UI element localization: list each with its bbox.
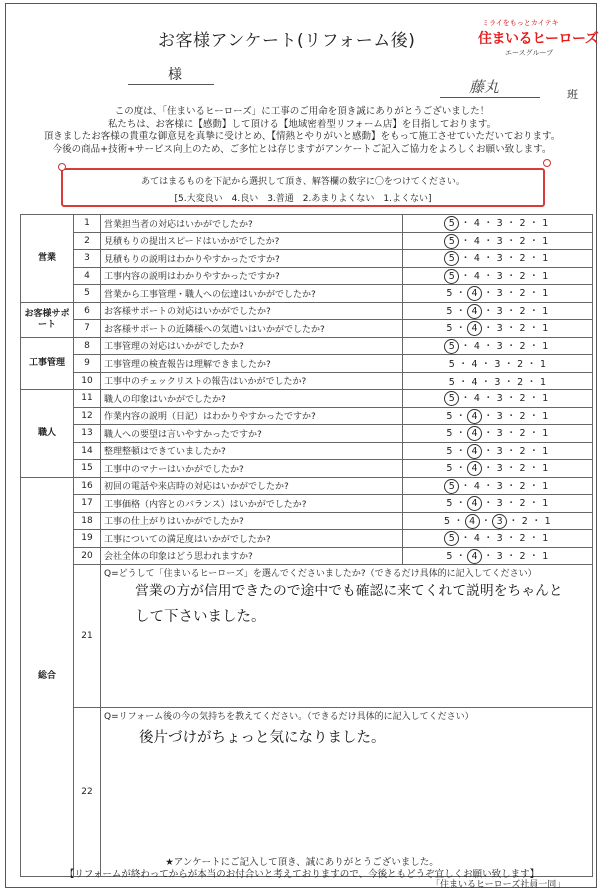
score-options [403, 215, 593, 233]
question-number: 17 [74, 495, 101, 513]
score-options [403, 530, 593, 548]
team-name-line [440, 97, 540, 98]
question-row [21, 530, 593, 548]
score-separator: ・ [452, 498, 470, 510]
score-separator: ・ [503, 428, 520, 440]
score-option[interactable]: 4 [471, 376, 478, 388]
score-separator: ・ [523, 359, 540, 371]
score-option[interactable]: 5 [448, 359, 456, 371]
score-option[interactable]: 2 [519, 235, 526, 247]
score-options [403, 232, 593, 250]
score-option[interactable]: 3 [496, 480, 503, 492]
score-option[interactable]: 1 [542, 235, 549, 247]
score-separator: ・ [503, 305, 520, 317]
score-option[interactable]: 1 [542, 550, 549, 562]
score-separator: ・ [503, 533, 520, 545]
score-separator: ・ [503, 235, 520, 247]
category-craftsmen: 職人 [21, 390, 74, 478]
open-question-row [21, 565, 593, 708]
circled-score[interactable]: 5 [444, 339, 459, 354]
score-separator: ・ [503, 498, 520, 510]
score-separator: ・ [525, 550, 543, 562]
question-text: 会社全体の印象はどう思われますか? [101, 547, 403, 565]
score-option[interactable]: 4 [471, 359, 478, 371]
score-option[interactable]: 2 [519, 305, 526, 317]
score-separator: ・ [455, 359, 472, 371]
score-separator: ・ [503, 393, 520, 405]
category-construction_mgmt: 工事管理 [21, 337, 74, 390]
score-separator: ・ [457, 480, 474, 492]
handwritten-answer: 営業の方が信用できたので途中でも確認に来てくれて説明をちゃんと [135, 583, 563, 599]
score-option[interactable]: 4 [473, 340, 481, 352]
open-question-row [21, 708, 593, 877]
question-row [21, 320, 593, 338]
score-option[interactable]: 2 [519, 428, 526, 440]
question-text: 工事管理の検査報告は理解できましたか? [101, 355, 403, 373]
score-option[interactable]: 4 [473, 218, 481, 230]
instruction-line: あてはまるものを下記から選択して頂き、解答欄の数字に〇をつけてください。 [141, 177, 465, 187]
score-option[interactable]: 2 [519, 533, 526, 545]
circled-score[interactable]: 4 [467, 426, 482, 441]
question-number: 9 [74, 355, 101, 373]
score-separator: ・ [480, 445, 497, 457]
score-option[interactable]: 2 [519, 253, 526, 265]
rating-legend: [5.大変良い 4.良い 3.普通 2.あまりよくない 1.よくない] [174, 194, 432, 204]
question-number: 5 [74, 285, 101, 303]
score-option[interactable]: 3 [496, 288, 503, 300]
score-separator: ・ [480, 235, 497, 247]
score-option[interactable]: 4 [473, 480, 481, 492]
score-separator: ・ [452, 445, 470, 457]
score-options [403, 425, 593, 443]
score-separator: ・ [480, 393, 497, 405]
score-separator: ・ [525, 428, 543, 440]
footer-sign: 「住まいるヒーローズ社員一同」 [431, 880, 566, 890]
circled-score[interactable]: 4 [467, 409, 482, 424]
question-number: 12 [74, 407, 101, 425]
question-text: 職人への要望は言いやすかったですか? [101, 425, 403, 443]
score-option[interactable]: 3 [496, 323, 503, 335]
question-number: 18 [74, 512, 101, 530]
score-option[interactable]: 3 [494, 376, 501, 388]
category-overall: 総合 [21, 477, 74, 877]
score-separator: ・ [480, 428, 497, 440]
circled-score[interactable]: 4 [467, 549, 482, 564]
score-separator: ・ [480, 323, 497, 335]
circled-score[interactable]: 4 [467, 461, 482, 476]
score-option[interactable]: 5 [444, 515, 451, 527]
score-option[interactable]: 2 [519, 498, 526, 510]
score-separator: ・ [457, 218, 474, 230]
instruction-box [61, 168, 545, 207]
question-text: 初回の電話や来店時の対応はいかがでしたか? [101, 477, 403, 495]
score-option[interactable]: 3 [496, 270, 503, 282]
intro-line: 頂きましたお客様の貴重な御意見を真摯に受けとめ、【情熱とやりがいと感動】をもって施工させていただいております。 [43, 131, 561, 143]
score-separator: ・ [477, 376, 495, 388]
score-option[interactable]: 1 [542, 533, 549, 545]
score-separator: ・ [480, 270, 497, 282]
score-separator: ・ [503, 323, 520, 335]
question-row [21, 390, 593, 408]
score-option[interactable]: 2 [519, 480, 526, 492]
score-option[interactable]: 1 [539, 376, 547, 388]
score-options [403, 390, 593, 408]
question-text: お客様サポートの対応はいかがでしたか? [101, 302, 403, 320]
question-text: 職人の印象はいかがでしたか? [101, 390, 403, 408]
question-row [21, 425, 593, 443]
score-option[interactable]: 2 [519, 270, 526, 282]
score-separator: ・ [480, 550, 497, 562]
score-option[interactable]: 1 [544, 515, 551, 527]
score-separator: ・ [503, 218, 520, 230]
question-row [21, 407, 593, 425]
question-number: 1 [74, 215, 101, 233]
score-option[interactable]: 2 [519, 410, 526, 422]
han-label: 班 [567, 88, 578, 101]
score-option[interactable]: 3 [494, 359, 501, 371]
score-option[interactable]: 5 [446, 323, 453, 335]
score-separator: ・ [523, 376, 540, 388]
survey-title: お客様アンケート(リフォーム後) [158, 31, 416, 51]
score-separator: ・ [477, 515, 495, 527]
question-row [21, 512, 593, 530]
question-row [21, 372, 593, 390]
question-number: 3 [74, 250, 101, 268]
score-option[interactable]: 3 [496, 533, 503, 545]
score-option[interactable]: 2 [521, 515, 529, 527]
question-text: お客様サポートの近隣様への気遣いはいかがでしたか? [101, 320, 403, 338]
score-option[interactable]: 1 [542, 270, 549, 282]
question-row [21, 215, 593, 233]
score-separator: ・ [525, 463, 543, 475]
question-text: 工事管理の対応はいかがでしたか? [101, 337, 403, 355]
question-row [21, 495, 593, 513]
score-option[interactable]: 3 [496, 218, 503, 230]
score-separator: ・ [525, 218, 543, 230]
score-options [403, 477, 593, 495]
score-options [403, 547, 593, 565]
score-option[interactable]: 4 [473, 253, 481, 265]
score-option[interactable]: 4 [473, 393, 481, 405]
circled-score[interactable]: 4 [467, 444, 482, 459]
score-separator: ・ [480, 288, 497, 300]
circled-score[interactable]: 4 [467, 286, 482, 301]
circled-score[interactable]: 5 [444, 269, 459, 284]
circled-score[interactable]: 4 [467, 321, 482, 336]
q21-answer-area[interactable] [101, 565, 593, 708]
score-option[interactable]: 1 [542, 498, 549, 510]
question-number: 10 [74, 372, 101, 390]
score-separator: ・ [505, 515, 522, 527]
score-separator: ・ [503, 270, 520, 282]
score-separator: ・ [457, 533, 474, 545]
score-separator: ・ [503, 480, 520, 492]
score-option[interactable]: 2 [517, 359, 524, 371]
question-number: 6 [74, 302, 101, 320]
circled-score[interactable]: 5 [444, 251, 459, 266]
intro-text [0, 106, 604, 156]
score-option[interactable]: 5 [446, 410, 453, 422]
score-option[interactable]: 5 [446, 498, 453, 510]
score-separator: ・ [452, 410, 470, 422]
question-row [21, 442, 593, 460]
score-separator: ・ [525, 288, 543, 300]
score-option[interactable]: 3 [496, 253, 503, 265]
question-number: 7 [74, 320, 101, 338]
score-options [403, 267, 593, 285]
question-row [21, 285, 593, 303]
score-separator: ・ [452, 428, 470, 440]
logo-tagline: ミライをもっとカイテキ [482, 19, 559, 27]
question-text: 工事についての満足度はいかがでしたか? [101, 530, 403, 548]
score-separator: ・ [503, 410, 520, 422]
score-options [403, 372, 593, 390]
question-text: 工事中のチェックリストの報告はいかがでしたか? [101, 372, 403, 390]
score-option[interactable]: 1 [542, 305, 549, 317]
score-option[interactable]: 2 [519, 323, 526, 335]
score-options [403, 250, 593, 268]
score-option[interactable]: 2 [519, 218, 526, 230]
score-option[interactable]: 3 [496, 498, 503, 510]
score-option[interactable]: 5 [446, 305, 453, 317]
question-text: 営業から工事管理・職人への伝達はいかがでしたか? [101, 285, 403, 303]
score-option[interactable]: 3 [496, 550, 503, 562]
question-row [21, 547, 593, 565]
score-separator: ・ [480, 305, 497, 317]
score-option[interactable]: 1 [542, 393, 549, 405]
circled-score[interactable]: 4 [467, 496, 482, 511]
score-options [403, 302, 593, 320]
score-option[interactable]: 3 [496, 235, 503, 247]
question-number: 14 [74, 442, 101, 460]
score-separator: ・ [503, 445, 520, 457]
score-separator: ・ [457, 393, 474, 405]
handwritten-signature: 藤丸 [469, 78, 500, 96]
score-separator: ・ [525, 445, 543, 457]
question-text: 見積もりの説明はわかりやすかったですか? [101, 250, 403, 268]
score-separator: ・ [503, 340, 520, 352]
score-options [403, 285, 593, 303]
question-number: 11 [74, 390, 101, 408]
handwritten-answer: 後片づけがちょっと気になりました。 [139, 730, 386, 746]
score-option[interactable]: 1 [542, 480, 549, 492]
survey-table [20, 214, 593, 877]
question-text: 作業内容の説明（日記）はわかりやすかったですか? [101, 407, 403, 425]
score-separator: ・ [477, 359, 495, 371]
score-option[interactable]: 1 [542, 428, 549, 440]
logo-group: エースグループ [505, 49, 554, 57]
question-row [21, 267, 593, 285]
intro-line: 私たちは、お客様に【感動】して頂ける【地域密着型リフォーム店】を目指しております。 [107, 118, 497, 130]
question-number: 22 [74, 708, 101, 877]
score-separator: ・ [480, 410, 497, 422]
intro-line: 今後の商品+技術+サービス向上のため、ご多忙とは存じますがアンケートご記入ご協力をよろしくお願い致します。 [52, 143, 552, 155]
score-separator: ・ [457, 235, 474, 247]
score-option[interactable]: 1 [542, 218, 549, 230]
circled-score[interactable]: 5 [444, 216, 459, 231]
score-option[interactable]: 1 [542, 340, 549, 352]
circled-score[interactable]: 4 [465, 514, 480, 529]
customer-name-line [128, 84, 214, 85]
score-option[interactable]: 1 [542, 410, 549, 422]
question-number: 15 [74, 460, 101, 478]
score-separator: ・ [480, 463, 497, 475]
score-option[interactable]: 3 [496, 305, 503, 317]
intro-line: この度は、「住まいるヒーローズ」に工事のご用命を頂き誠にありがとうございました！ [114, 106, 490, 117]
score-options [403, 512, 593, 530]
score-option[interactable]: 3 [496, 340, 503, 352]
question-number: 20 [74, 547, 101, 565]
question-text: 工事内容の説明はわかりやすかったですか? [101, 267, 403, 285]
score-separator: ・ [500, 376, 518, 388]
score-separator: ・ [525, 480, 543, 492]
score-separator: ・ [480, 533, 497, 545]
question-row [21, 302, 593, 320]
question-number: 13 [74, 425, 101, 443]
question-text: 工事中のマナーはいかがでしたか? [101, 460, 403, 478]
score-separator: ・ [503, 288, 520, 300]
score-option[interactable]: 2 [519, 288, 526, 300]
score-separator: ・ [503, 253, 520, 265]
score-option[interactable]: 3 [496, 393, 503, 405]
score-separator: ・ [480, 253, 497, 265]
score-separator: ・ [457, 340, 474, 352]
score-separator: ・ [455, 376, 472, 388]
score-option[interactable]: 2 [519, 463, 526, 475]
question-number: 19 [74, 530, 101, 548]
pin-icon [58, 163, 66, 171]
score-separator: ・ [452, 305, 470, 317]
score-separator: ・ [528, 515, 545, 527]
score-option[interactable]: 2 [517, 376, 524, 388]
question-text: 整理整頓はできていましたか? [101, 442, 403, 460]
question-text: 工事の仕上がりはいかがでしたか? [101, 512, 403, 530]
question-text: 見積もりの提出スピードはいかがでしたか? [101, 232, 403, 250]
score-separator: ・ [525, 270, 543, 282]
circled-score[interactable]: 4 [467, 304, 482, 319]
score-separator: ・ [480, 480, 497, 492]
question-text: 営業担当者の対応はいかがでしたか? [101, 215, 403, 233]
footer-thanks: ★アンケートにご記入して頂き、誠にありがとうございました。 [165, 857, 439, 868]
score-option[interactable]: 1 [542, 253, 549, 265]
company-logo: 住まいるヒーローズ [478, 31, 599, 47]
category-support: お客様サポート [21, 302, 74, 337]
score-option[interactable]: 3 [496, 428, 503, 440]
score-separator: ・ [452, 463, 470, 475]
score-option[interactable]: 2 [519, 393, 526, 405]
score-separator: ・ [503, 550, 520, 562]
score-options [403, 460, 593, 478]
score-option[interactable]: 5 [446, 445, 453, 457]
score-option[interactable]: 4 [473, 533, 481, 545]
score-option[interactable]: 4 [473, 235, 481, 247]
score-option[interactable]: 2 [519, 445, 526, 457]
score-separator: ・ [525, 305, 543, 317]
question-number: 16 [74, 477, 101, 495]
circled-score[interactable]: 5 [444, 234, 459, 249]
score-separator: ・ [525, 498, 543, 510]
score-separator: ・ [503, 463, 520, 475]
score-separator: ・ [525, 533, 543, 545]
question-row [21, 477, 593, 495]
score-option[interactable]: 5 [446, 463, 453, 475]
score-options [403, 355, 593, 373]
score-option[interactable]: 2 [519, 550, 526, 562]
score-separator: ・ [525, 323, 543, 335]
score-option[interactable]: 1 [542, 463, 549, 475]
question-number: 2 [74, 232, 101, 250]
score-separator: ・ [480, 498, 497, 510]
score-option[interactable]: 3 [496, 463, 503, 475]
question-row [21, 232, 593, 250]
sama-label: 様 [168, 67, 182, 83]
footer-message: 【リフォームが終わってからが本当のお付合いと考えておりますので、今後ともどうぞ宜しくお願い致します】 [64, 869, 540, 880]
category-sales: 営業 [21, 215, 74, 303]
circled-score[interactable]: 5 [444, 391, 459, 406]
score-options [403, 495, 593, 513]
score-option[interactable]: 1 [542, 445, 549, 457]
score-separator: ・ [452, 550, 470, 562]
question-prompt: Q=リフォーム後の今の気持ちを教えてください。（できるだけ具体的に記入してください） [104, 712, 474, 722]
q22-answer-area[interactable] [101, 708, 593, 877]
handwritten-answer: して下さいました。 [135, 609, 266, 625]
score-option[interactable]: 5 [446, 550, 453, 562]
question-row [21, 355, 593, 373]
score-separator: ・ [457, 270, 474, 282]
question-row [21, 337, 593, 355]
score-separator: ・ [480, 218, 497, 230]
score-separator: ・ [450, 515, 467, 527]
question-number: 4 [74, 267, 101, 285]
score-separator: ・ [525, 340, 543, 352]
score-option[interactable]: 5 [446, 428, 453, 440]
question-prompt: Q=どうして「住まいるヒーローズ」を選んでくださいましたか?（できるだけ具体的に記入してください） [104, 569, 537, 579]
score-option[interactable]: 1 [542, 323, 549, 335]
score-option[interactable]: 5 [446, 288, 453, 300]
score-separator: ・ [452, 288, 470, 300]
pin-icon [543, 159, 551, 167]
circled-score[interactable]: 5 [444, 479, 459, 494]
score-options [403, 442, 593, 460]
score-option[interactable]: 3 [496, 410, 503, 422]
circled-score[interactable]: 3 [492, 514, 507, 529]
score-options [403, 337, 593, 355]
question-row [21, 250, 593, 268]
score-separator: ・ [500, 359, 518, 371]
score-separator: ・ [525, 253, 543, 265]
score-options [403, 407, 593, 425]
question-number: 21 [74, 565, 101, 708]
score-separator: ・ [525, 235, 543, 247]
score-separator: ・ [525, 393, 543, 405]
circled-score[interactable]: 5 [444, 531, 459, 546]
score-separator: ・ [452, 323, 470, 335]
score-option[interactable]: 1 [542, 288, 549, 300]
score-separator: ・ [525, 410, 543, 422]
score-option[interactable]: 4 [473, 270, 481, 282]
score-separator: ・ [480, 340, 497, 352]
score-separator: ・ [457, 253, 474, 265]
question-text: 工事価格（内容とのバランス）はいかがでしたか? [101, 495, 403, 513]
question-row [21, 460, 593, 478]
question-number: 8 [74, 337, 101, 355]
score-option[interactable]: 2 [519, 340, 526, 352]
score-option[interactable]: 1 [539, 359, 547, 371]
score-option[interactable]: 3 [496, 445, 503, 457]
score-option[interactable]: 5 [448, 376, 456, 388]
score-options [403, 320, 593, 338]
